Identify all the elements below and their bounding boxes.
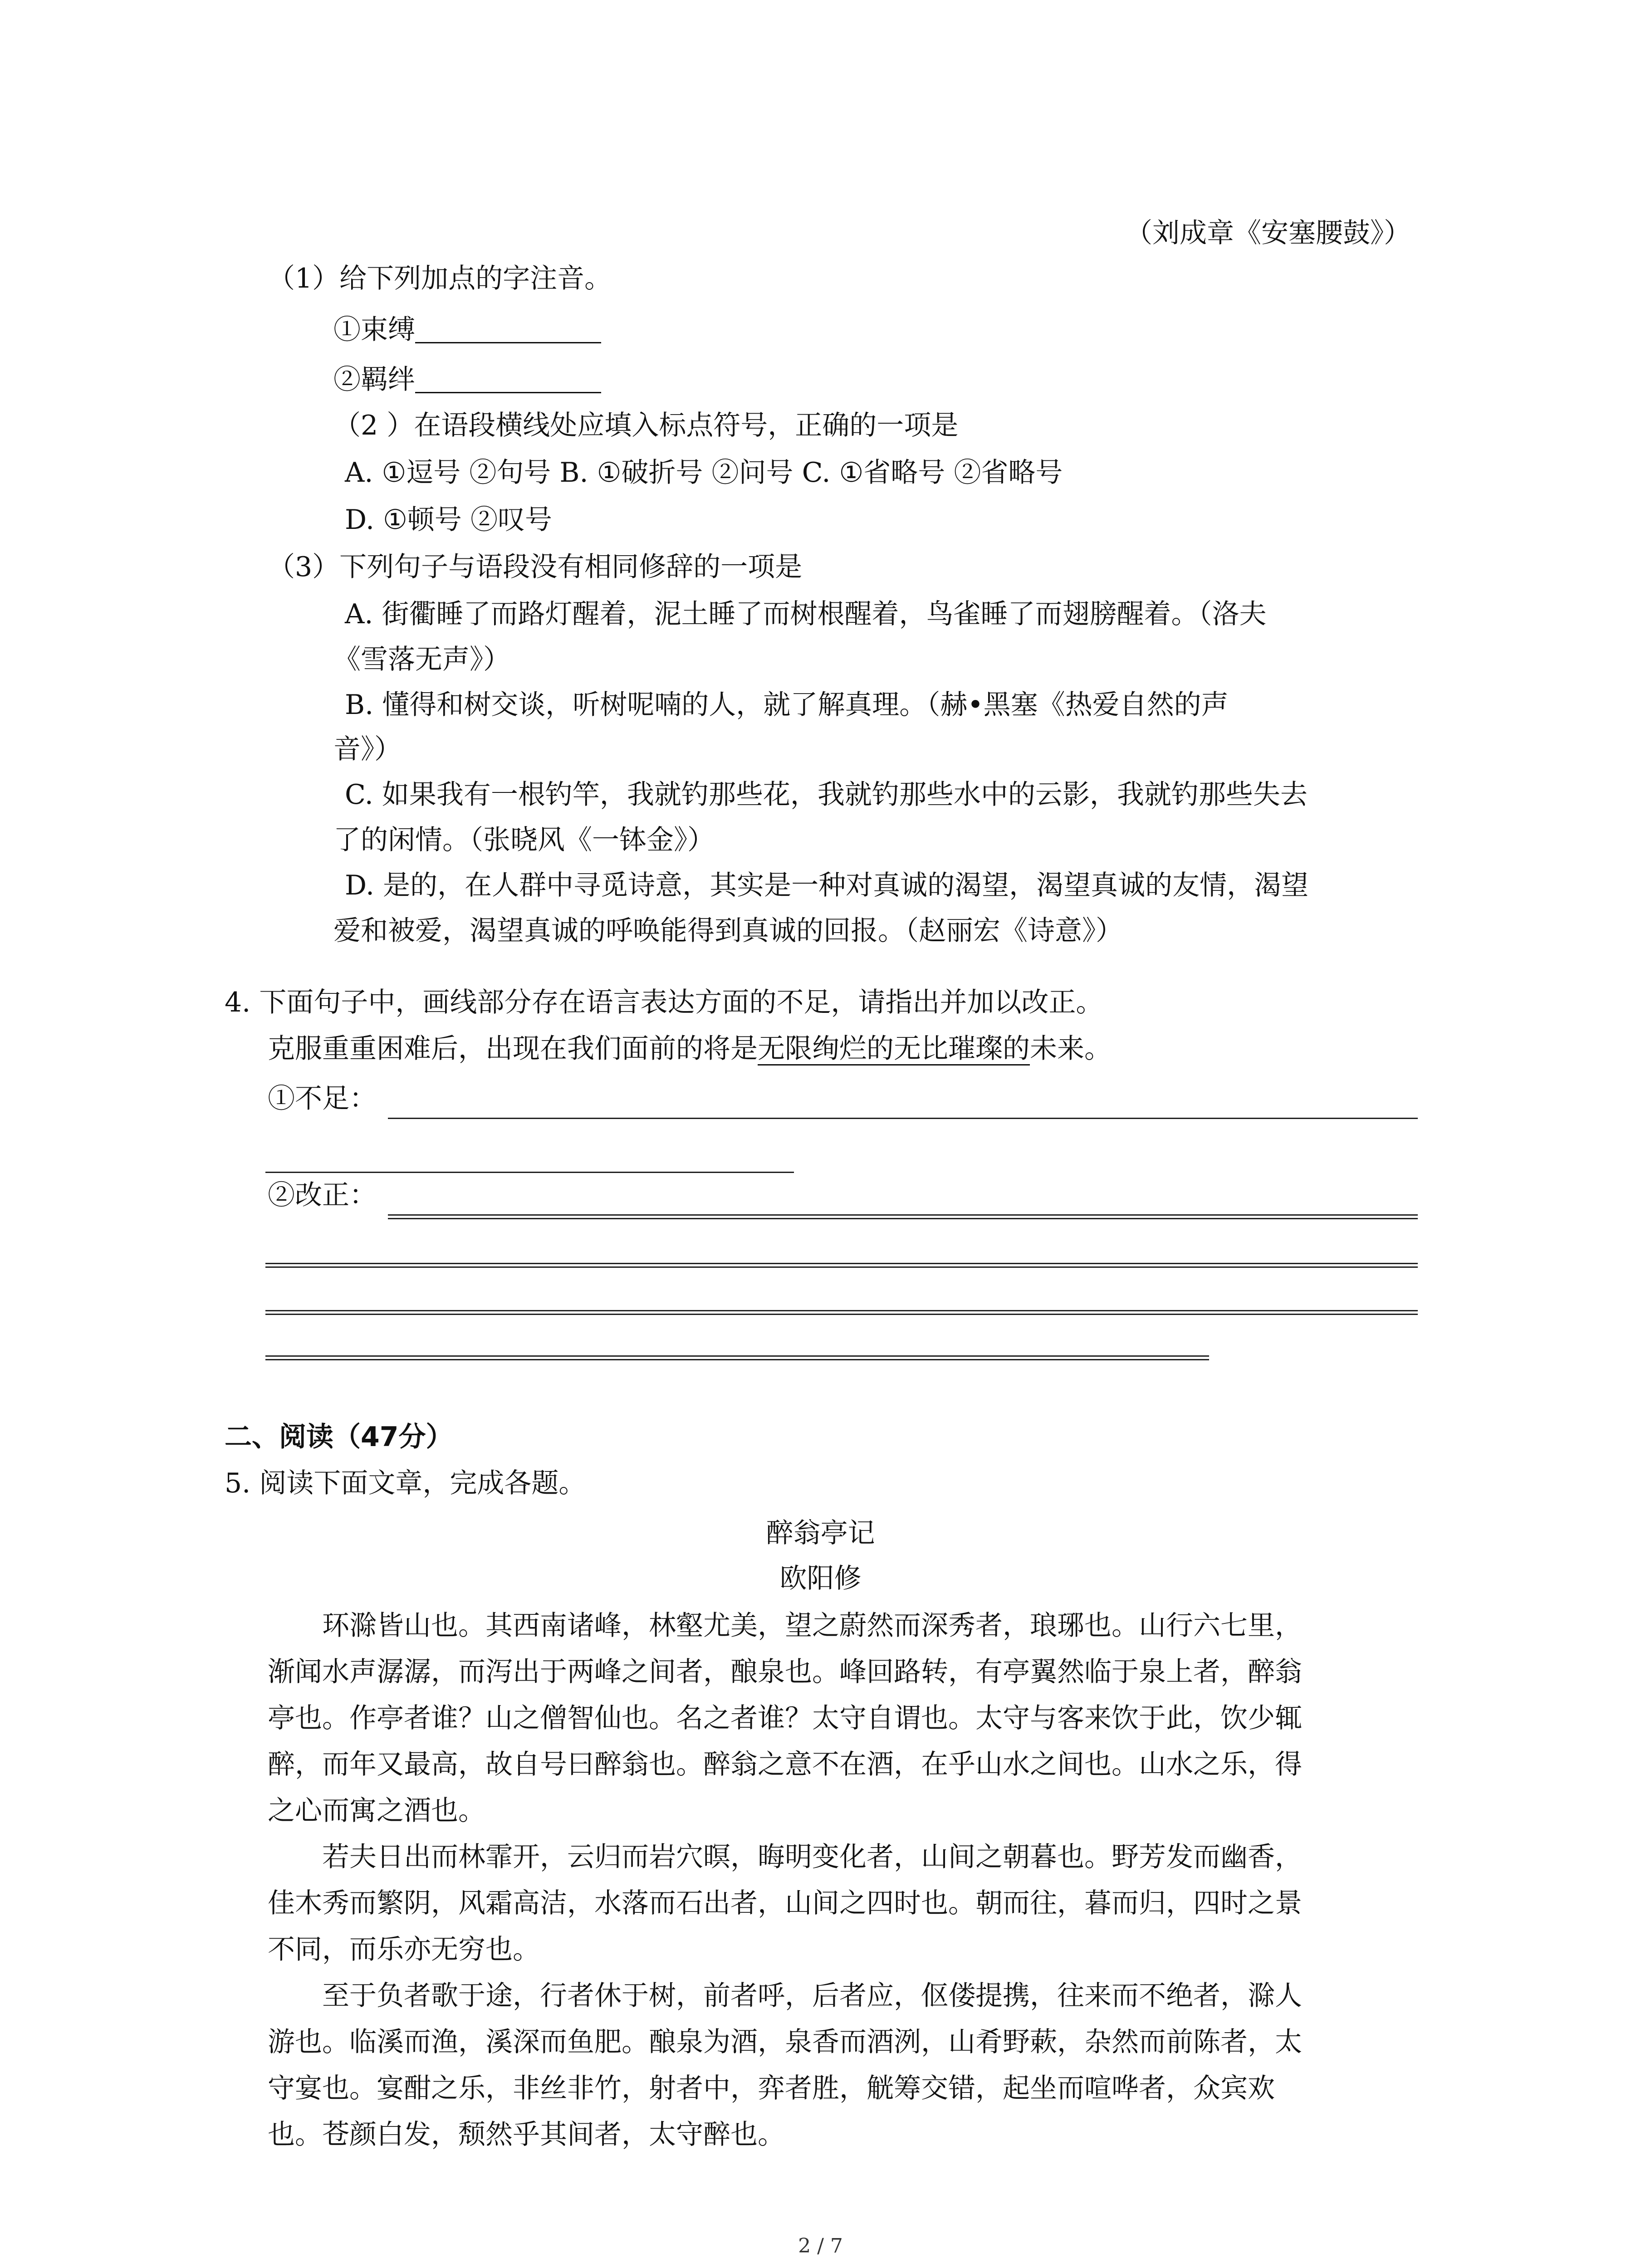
q3-sub3-option-a-cont: 《雪落无声》） — [333, 644, 510, 675]
article-line: 不同，而乐亦无穷也。 — [268, 1934, 540, 1965]
q3-sub3-option-c-cont: 了的闲情。（张晓风《一钵金》） — [333, 824, 715, 856]
article-line: 守宴也。宴酣之乐，非丝非竹，射者中，弈者胜，觥筹交错，起坐而喧哗者，众宾欢 — [268, 2072, 1275, 2104]
article-line: 渐闻水声潺潺，而泻出于两峰之间者，酿泉也。峰回路转，有亭翼然临于泉上者，醉翁 — [268, 1656, 1302, 1688]
q4-fix-label: ②改正： — [268, 1179, 377, 1211]
fix-answer-line[interactable] — [388, 1214, 1418, 1216]
underlined-phrase: 无限绚烂的无比璀璨的 — [758, 1033, 1030, 1065]
q3-sub3-prompt: （3）下列句子与语段没有相同修辞的一项是 — [268, 551, 803, 583]
q3-sub3-option-b: B. 懂得和树交谈，听树呢喃的人，就了解真理。（赫•黑塞《热爱自然的声 — [345, 689, 1229, 721]
article-line: 游也。临溪而渔，溪深而鱼肥。酿泉为酒，泉香而酒洌，山肴野蔌，杂然而前陈者，太 — [268, 2026, 1302, 2058]
answer-blank[interactable] — [415, 365, 601, 393]
q3-sub3-option-a: A. 街衢睡了而路灯醒着，泥土睡了而树根醒着，鸟雀睡了而翅膀醒着。（洛夫 — [345, 598, 1267, 630]
article-title: 醉翁亭记 — [766, 1517, 875, 1549]
sentence-start: 克服重重困难后，出现在我们面前的将是 — [268, 1033, 758, 1065]
source-attribution: （刘成章《安塞腰鼓》） — [1125, 217, 1411, 249]
article-line: 也。苍颜白发，颓然乎其间者，太守醉也。 — [268, 2119, 785, 2151]
fix-answer-line[interactable] — [265, 1310, 1418, 1311]
q3-sub2-options-line-2: D. ①顿号 ②叹号 — [345, 504, 552, 536]
article-line: 之心而寓之酒也。 — [268, 1795, 485, 1827]
q4-flaw-label: ①不足： — [268, 1083, 377, 1114]
article-line: 佳木秀而繁阴，风霜高洁，水落而石出者，山间之四时也。朝而往，暮而归，四时之景 — [268, 1887, 1302, 1919]
article-author: 欧阳修 — [779, 1563, 862, 1594]
fix-answer-line[interactable] — [265, 1263, 1418, 1264]
q4-sentence — [268, 1033, 1112, 1065]
section-heading: 二、阅读（47分） — [225, 1421, 453, 1453]
q3-sub1-item-2 — [333, 364, 601, 396]
article-line: 至于负者歌于途，行者休于树，前者呼，后者应，伛偻提携，往来而不绝者，滁人 — [322, 1980, 1302, 2012]
q3-sub3-option-c: C. 如果我有一根钓竿，我就钓那些花，我就钓那些水中的云影，我就钓那些失去 — [345, 779, 1308, 811]
q3-sub3-option-d-cont: 爱和被爱，渴望真诚的呼唤能得到真诚的回报。（赵丽宏《诗意》） — [333, 915, 1123, 947]
q3-sub2-options-line-1: A. ①逗号 ②句号 B. ①破折号 ②问号 C. ①省略号 ②省略号 — [345, 457, 1063, 489]
item-text: ②羁绊 — [333, 364, 415, 396]
q3-sub3-option-b-cont: 音》） — [333, 733, 402, 765]
q3-sub2-prompt: （2 ）在语段横线处应填入标点符号，正确的一项是 — [333, 410, 959, 441]
article-line: 若夫日出而林霏开，云归而岩穴暝，晦明变化者，山间之朝暮也。野芳发而幽香， — [322, 1841, 1302, 1873]
q3-sub3-option-d: D. 是的，在人群中寻觅诗意，其实是一种对真诚的渴望，渴望真诚的友情，渴望 — [345, 870, 1309, 901]
article-line: 醉，而年又最高，故自号曰醉翁也。醉翁之意不在酒，在乎山水之间也。山水之乐，得 — [268, 1749, 1302, 1780]
article-line: 亭也。作亭者谁？山之僧智仙也。名之者谁？太守自谓也。太守与客来饮于此，饮少辄 — [268, 1702, 1302, 1734]
q3-sub1-prompt: （1）给下列加点的字注音。 — [268, 263, 612, 294]
answer-blank[interactable] — [415, 315, 601, 343]
q4-prompt: 4. 下面句子中，画线部分存在语言表达方面的不足，请指出并加以改正。 — [225, 987, 1103, 1018]
q5-prompt: 5. 阅读下面文章，完成各题。 — [225, 1467, 586, 1499]
item-text: ①束缚 — [333, 314, 415, 346]
flaw-answer-line[interactable] — [388, 1118, 1418, 1119]
sentence-end: 未来。 — [1030, 1033, 1112, 1065]
page-number: 2 / 7 — [798, 2234, 843, 2258]
article-line: 环滁皆山也。其西南诸峰，林壑尤美，望之蔚然而深秀者，琅琊也。山行六七里， — [322, 1610, 1302, 1642]
fix-answer-line[interactable] — [265, 1355, 1209, 1357]
q3-sub1-item-1 — [333, 314, 601, 346]
flaw-answer-line[interactable] — [265, 1172, 794, 1173]
